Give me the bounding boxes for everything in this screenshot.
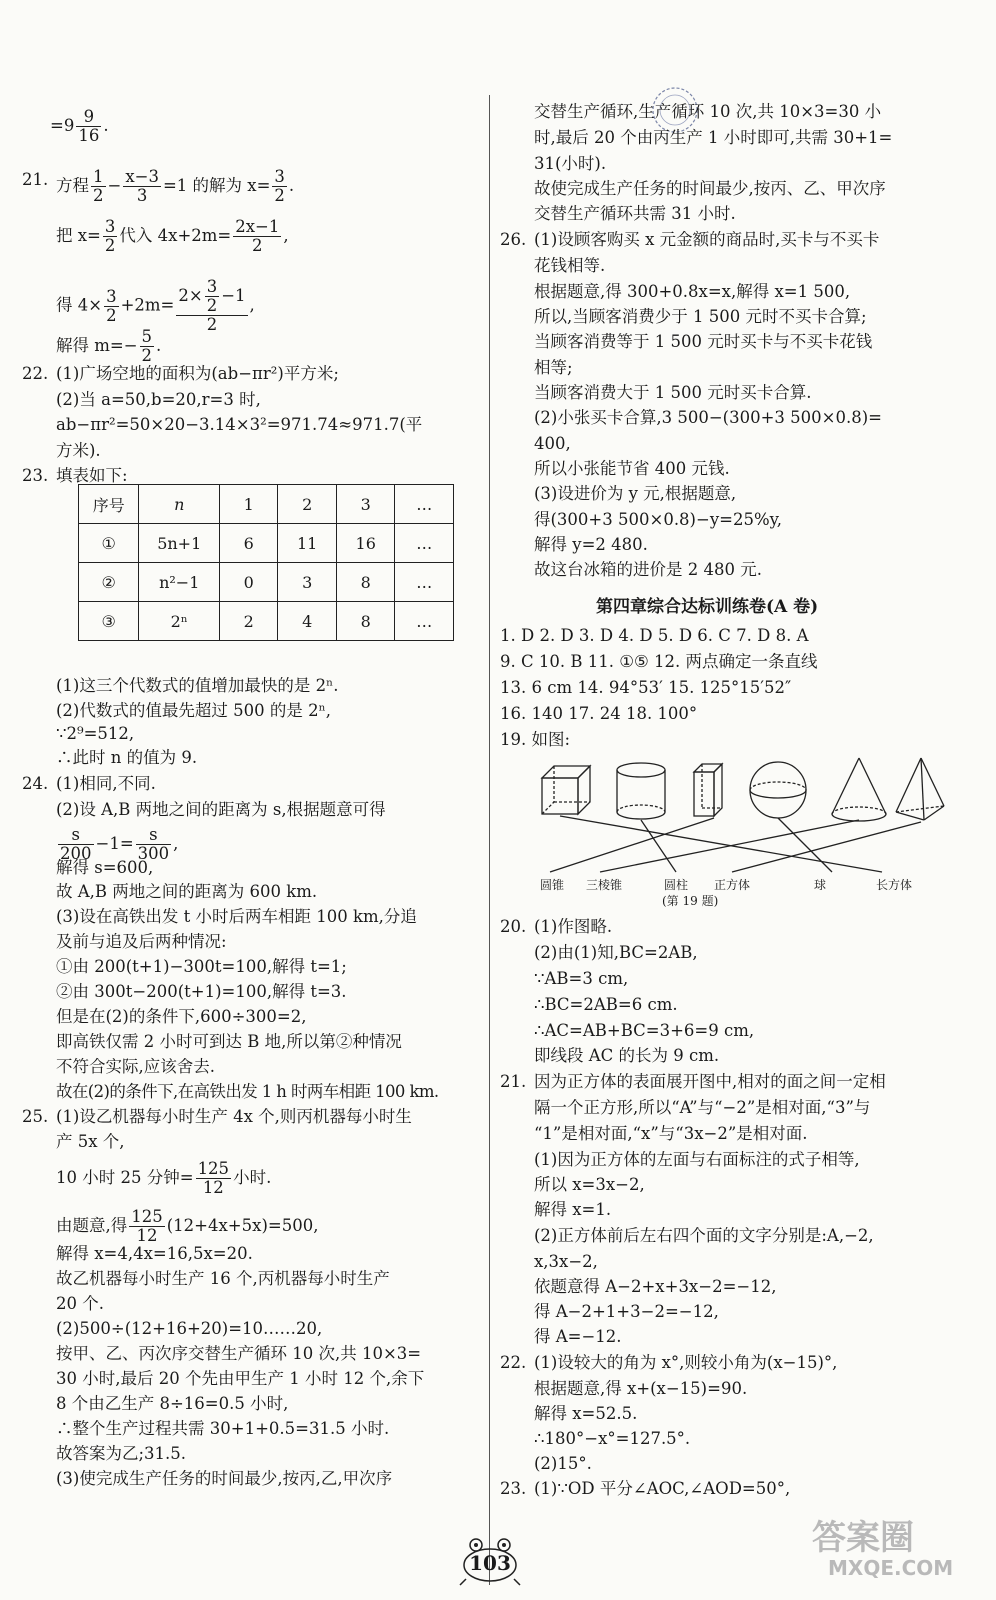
text-line: ∴BC=2AB=6 cm. [534,995,678,1014]
text-line: 所以 x=3x−2, [534,1175,645,1194]
text-line: 相等; [534,358,573,377]
table-cell: 3 [336,485,395,524]
cylinder-top [617,763,665,777]
text-line: (2)小张买卡合算,3 500−(300+3 500×0.8)= [534,408,882,427]
text-line: (1)设乙机器每小时生产 4x 个,则丙机器每小时生 [56,1107,412,1126]
text-line: 填表如下: [56,466,128,485]
table-row [79,524,454,563]
sphere-shape [750,762,806,818]
text-line: (1)作图略. [534,917,613,936]
label-cylinder: 圆柱 [664,878,689,892]
page-number-badge [456,1535,524,1587]
section-title: 第四章综合达标训练卷(A 卷) [596,597,819,617]
text-line: 不符合实际,应该舍去. [56,1057,215,1076]
page-number: 103 [469,1551,511,1575]
text-line: ∴AC=AB+BC=3+6=9 cm, [534,1021,755,1040]
text-line: (1)设顾客购买 x 元金额的商品时,买卡与不买卡 [534,230,880,249]
table-cell: 0 [220,563,278,602]
table-cell: 序号 [79,485,139,524]
text-line: 故 A,B 两地之间的距离为 600 km. [56,882,318,901]
table-cell: n [139,485,220,524]
text-line: ∴180°−x°=127.5°. [534,1429,691,1448]
text-line: “1”是相对面,“x”与“3x−2”是相对面. [534,1124,808,1143]
text-line: (1)因为正方体的左面与右面标注的式子相等, [534,1150,860,1169]
text-line: 8 个由乙生产 8÷16=0.5 小时, [56,1394,289,1413]
cuboid-shape [694,772,714,816]
text-line: ∵2⁹=512, [56,724,135,743]
label-cone: 圆锥 [540,878,565,892]
text-line: 20 个. [56,1294,104,1313]
table-cell: … [395,563,454,602]
text-line: 当顾客消费等于 1 500 元时买卡与不买卡花钱 [534,332,873,351]
question-number: 21. [22,170,49,189]
table-cell: 4 [278,602,337,641]
table-cell: ① [79,524,139,563]
table-cell: 8 [336,602,395,641]
table-cell: … [395,602,454,641]
text-line: 解得 x=52.5. [534,1404,638,1423]
text-line: (2)15°. [534,1454,592,1473]
text-line: (1)相同,不同. [56,774,156,793]
text-line: 10 小时 25 分钟= $\frac{125}{12}$ 小时. [56,1159,272,1197]
text-line: (3)设进价为 y 元,根据题意, [534,484,737,503]
question-number: 25. [22,1107,49,1126]
text-line: 即高铁仅需 2 小时可到达 B 地,所以第②种情况 [56,1032,402,1051]
text-line: 故这台冰箱的进价是 2 480 元. [534,560,762,579]
text-line: ∴此时 n 的值为 9. [56,748,198,767]
text-line: $\frac{s}{200}$ −1= $\frac{s}{300}$ , [60,825,179,863]
text-line: 交替生产循环共需 31 小时. [534,204,736,223]
text-line: 根据题意,得 x+(x−15)=90. [534,1379,748,1398]
text-line: (2)正方体前后左右四个面的文字分别是:A,−2, [534,1226,874,1245]
label-cuboid: 长方体 [876,878,913,892]
text-line: 方程 $\frac{1}{2}$ − $\frac{x-3}{3}$ =1 的解为 x= $\frac{3}{2}$ . [56,167,295,205]
text-line: 得(300+3 500×0.8)−y=25%y, [534,510,783,529]
cube-top [542,766,590,778]
watermark-url: MXQE.COM [828,1556,954,1580]
text-line: 及前与追及后两种情况: [56,932,227,951]
text-line: 花钱相等. [534,256,606,275]
text-line: 解得 x=1. [534,1200,612,1219]
answer-line: 9. C 10. B 11. ①⑤ 12. 两点确定一条直线 [500,652,818,671]
text-line: 故乙机器每小时生产 16 个,丙机器每小时生产 [56,1269,390,1288]
text-line: (3)使完成生产任务的时间最少,按丙,乙,甲次序 [56,1469,393,1488]
table-row [79,602,454,641]
text-line: 故答案为乙;31.5. [56,1444,187,1463]
pyramid-shape [896,758,921,812]
text-line: 故使完成生产任务的时间最少,按丙、乙、甲次序 [534,179,886,198]
text-line: 30 小时,最后 20 个先由甲生产 1 小时 12 个,余下 [56,1369,425,1388]
table-row [79,485,454,524]
text-line: ∴整个生产过程共需 30+1+0.5=31.5 小时. [56,1419,390,1438]
text-line: 因为正方体的表面展开图中,相对的面之间一定相 [534,1072,886,1091]
text-line: 把 x= $\frac{3}{2}$ 代入 4x+2m= $\frac{2x-1}{2}$ , [56,217,289,255]
column-divider [489,95,490,1585]
answer-line: 13. 6 cm 14. 94°53′ 15. 125°15′52″ [500,678,792,697]
text-line: ab−πr²=50×20−3.14×3²=971.74≈971.7(平 [56,415,423,434]
table-cell: … [395,485,454,524]
text-line: (2)500÷(12+16+20)=10……20, [56,1319,323,1338]
text-line: 产 5x 个, [56,1132,125,1151]
figure-caption: (第 19 题) [662,894,719,908]
question-number: 23. [500,1479,527,1498]
answer-line: 1. D 2. D 3. D 4. D 5. D 6. C 7. D 8. A [500,626,809,645]
table-cell: 16 [336,524,395,563]
table-cell: 2 [278,485,337,524]
question-number: 21. [500,1072,527,1091]
cube-side [578,766,590,814]
text-line: (2)代数式的值最先超过 500 的是 2ⁿ, [56,701,331,720]
answer-line: 19. 如图: [500,730,571,749]
table-cell: ③ [79,602,139,641]
text-line: (2)由(1)知,BC=2AB, [534,943,698,962]
text-line: 400, [534,434,571,453]
text-line: 所以小张能节省 400 元钱. [534,459,730,478]
table-cell: 2 [220,602,278,641]
table-cell: 11 [278,524,337,563]
watermark-logo: 答案圈 [812,1518,914,1558]
cone-shape [832,758,859,814]
table-cell: n²−1 [139,563,220,602]
text-line: (1)设较大的角为 x°,则较小角为(x−15)°, [534,1353,838,1372]
text-line: (3)设在高铁出发 t 小时后两车相距 100 km,分追 [56,907,417,926]
text-line: (1)广场空地的面积为(ab−πr²)平方米; [56,364,339,383]
text-line: 所以,当顾客消费少于 1 500 元时不买卡合算; [534,307,867,326]
question-number: 20. [500,917,527,936]
label-pyramid: 三棱锥 [586,878,623,892]
table-cell: 5n+1 [139,524,220,563]
table-cell: 1 [220,485,278,524]
text-line: x,3x−2, [534,1252,598,1271]
question-number: 26. [500,230,527,249]
compound-fraction: 2× $\frac{3}{2}$ −1 2 [178,277,246,334]
fraction: $\frac{9}{16}$ [78,107,100,145]
table-cell: 8 [336,563,395,602]
table-cell: 2ⁿ [139,602,220,641]
text-line: 当顾客消费大于 1 500 元时买卡合算. [534,383,812,402]
text-line: 根据题意,得 300+0.8x=x,解得 x=1 500, [534,282,851,301]
text-line: ②由 300t−200(t+1)=100,解得 t=3. [56,982,347,1001]
text-line: 故在(2)的条件下,在高铁出发 1 h 时两车相距 100 km. [56,1082,439,1101]
solids-matching-figure [536,756,946,881]
label-cube: 正方体 [714,878,751,892]
table-row [79,563,454,602]
answer-line: 16. 140 17. 24 18. 100° [500,704,698,723]
text-line: 时,最后 20 个由丙生产 1 小时即可,共需 30+1= [534,128,893,147]
text-line: 方米). [56,441,101,460]
text-line: 解得 m=− $\frac{5}{2}$ . [56,327,162,365]
text-line: ∵AB=3 cm, [534,969,629,988]
text-line: 隔一个正方形,所以“A”与“−2”是相对面,“3”与 [534,1098,871,1117]
question-number: 22. [500,1353,527,1372]
text-line: 解得 x=4,4x=16,5x=20. [56,1244,253,1263]
text-line: (2)设 A,B 两地之间的距离为 s,根据题意可得 [56,800,386,819]
text-line: 得 4× $\frac{3}{2}$ +2m= 2× $\frac{3}{2}$ −1 2 , [56,277,255,334]
text-line: 得 A=−12. [534,1327,622,1346]
table-cell: 6 [220,524,278,563]
table-cell: … [395,524,454,563]
text-line: =9 $\frac{9}{16}$ . [50,107,109,145]
text-line: 但是在(2)的条件下,600÷300=2, [56,1007,307,1026]
text-line: (2)当 a=50,b=20,r=3 时, [56,390,261,409]
question-number: 23. [22,466,49,485]
text-line: 解得 y=2 480. [534,535,648,554]
text-line: 解得 s=600, [56,858,154,877]
text-line: 31(小时). [534,154,607,173]
question-number: 22. [22,364,49,383]
text-line: 由题意,得 $\frac{125}{12}$ (12+4x+5x)=500, [56,1207,319,1245]
text-line: 按甲、乙、丙次序交替生产循环 10 次,共 10×3= [56,1344,422,1363]
text-line: 得 A−2+1+3−2=−12, [534,1302,719,1321]
table-cell: ② [79,563,139,602]
table-cell: 3 [278,563,337,602]
label-sphere: 球 [814,878,827,892]
text-line: 交替生产循环,生产循环 10 次,共 10×3=30 小 [534,102,882,121]
text-line: ①由 200(t+1)−300t=100,解得 t=1; [56,957,347,976]
text-line: (1)这三个代数式的值增加最快的是 2ⁿ. [56,676,339,695]
text-line: 即线段 AC 的长为 9 cm. [534,1046,720,1065]
text-line: 依题意得 A−2+x+3x−2=−12, [534,1277,777,1296]
answer-table [78,484,454,641]
text-line: (1)∵OD 平分∠AOC,∠AOD=50°, [534,1479,791,1498]
question-number: 24. [22,774,49,793]
